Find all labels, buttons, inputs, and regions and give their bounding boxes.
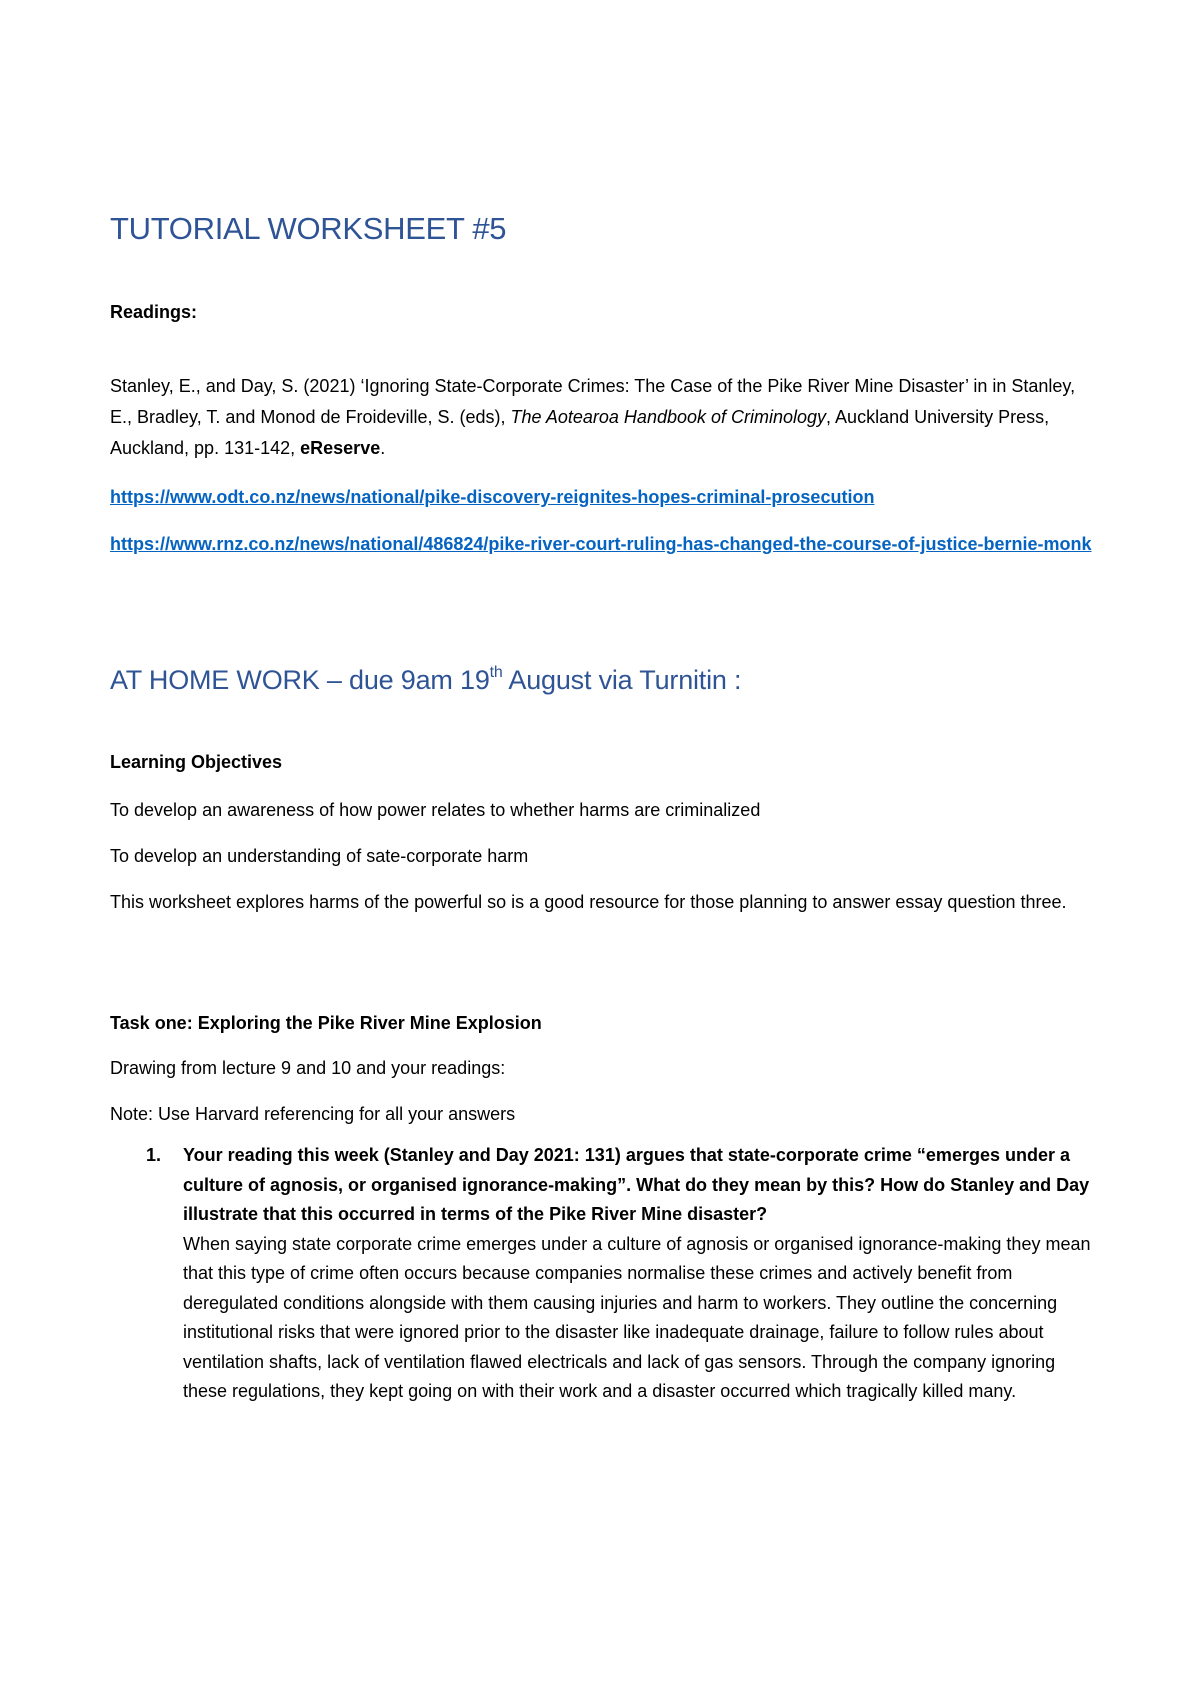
readings-label: Readings: [110,302,198,322]
objective-item: To develop an understanding of sate-corporate harm [110,846,529,866]
objective-item: This worksheet explores harms of the powerful so is a good resource for those planning to answer essay question three. [110,892,1067,912]
homework-heading-text: AT HOME WORK – due 9am 19 [110,665,490,695]
page-title: TUTORIAL WORKSHEET #5 [110,211,507,246]
citation-text: Stanley, E., and Day, S. (2021) ‘Ignoring State-Corporate Crimes: The Case of the Pike River Mine Disaster’ in in Stanley, E., Bradley, T. and Monod de Froideville, S. (eds), [110,376,1076,427]
citation-ereserve: eReserve [300,438,381,458]
link-odt-article[interactable]: https://www.odt.co.nz/news/national/pike-discovery-reignites-hopes-criminal-prosecution [110,487,875,507]
link-rnz-article[interactable]: https://www.rnz.co.nz/news/national/486824/pike-river-court-ruling-has-changed-the-course-of-justice-bernie-monk [110,534,1092,554]
reading-citation [110,371,1100,464]
homework-heading-sup: th [489,664,503,681]
learning-objectives-label: Learning Objectives [110,752,283,772]
question-number: 1. [146,1145,162,1165]
citation-book-title: The Aotearoa Handbook of Criminology [510,407,827,427]
homework-heading-end: August via Turnitin : [502,665,742,695]
objective-item: To develop an awareness of how power relates to whether harms are criminalized [110,800,761,820]
task-intro: Drawing from lecture 9 and 10 and your readings: [110,1058,506,1078]
citation-end: . [380,438,386,458]
answer-text: When saying state corporate crime emerges under a culture of agnosis or organised ignorance-making they mean that this type of crime often occurs because companies normalise these crimes and actively benefit from deregulated conditions alongside with them causing injuries and harm to workers. They outline the concerning institutional risks that were ignored prior to the disaster like inadequate drainage, failure to follow rules about ventilation shafts, lack of ventilation flawed electricals and lack of gas sensors. Through the company ignoring these regulations, they kept going on with their work and a disaster occurred which tragically killed many. [183,1233,1091,1401]
task-one-label: Task one: Exploring the Pike River Mine Explosion [110,1013,542,1033]
question-text: Your reading this week (Stanley and Day 2021: 131) argues that state-corporate crime “emerges under a culture of agnosis, or organised ignorance-making”. What do they mean by this? How do Stanley and Day illustrate that this occurred in terms of the Pike River Mine disaster? [183,1145,1090,1224]
homework-heading [110,664,741,696]
question-item [183,1141,1100,1407]
task-note: Note: Use Harvard referencing for all your answers [110,1104,516,1124]
citation-publisher: , Auckland University Press, Auckland, pp. 131-142, [110,407,1050,458]
